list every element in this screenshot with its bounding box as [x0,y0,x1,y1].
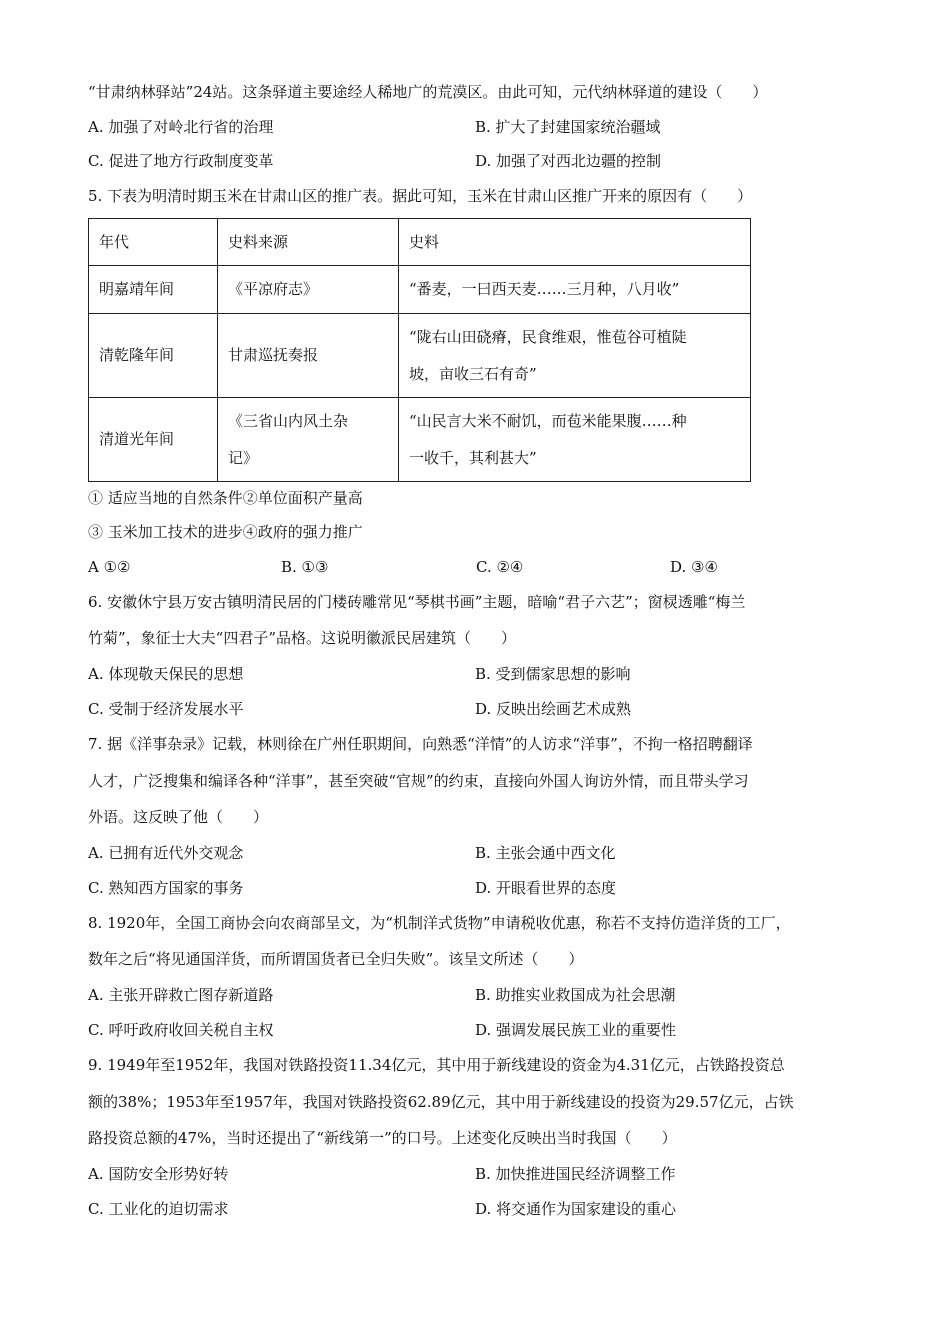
source-line: 甘肃巡抚奏报 [228,346,319,364]
table-cell-text [399,398,751,482]
q7-stem-line-1: 7. 据《洋事杂录》记载，林则徐在广州任职期间，向熟悉“洋情”的人访求“洋事”，不拘一格招聘翻译 [88,735,753,753]
table-row [89,314,751,398]
source-line: 《三省山内风土杂 [228,411,349,430]
table-cell-era: 清道光年间 [89,398,218,482]
q6-stem-line-2: 竹菊”，象征士大夫“四君子”品格。这说明徽派民居建筑（ ） [88,629,517,647]
table-header-era: 年代 [89,219,218,266]
table-row [89,398,751,482]
q6-option-c: C. 受制于经济发展水平 [88,700,244,718]
source-line: 记》 [228,448,259,467]
q5-stem: 5. 下表为明清时期玉米在甘肃山区的推广表。据此可知，玉米在甘肃山区推广开来的原因有（ ） [88,187,753,205]
q5-item-line-1: ① 适应当地的自然条件②单位面积产量高 [88,489,363,507]
q7-stem-line-3: 外语。这反映了他（ ） [88,808,269,826]
q5-option-a: A ①② [88,558,131,576]
q5-item-line-2: ③ 玉米加工技术的进步④政府的强力推广 [88,523,363,541]
text-line: “山民言大米不耐饥，而苞米能果腹……种 [409,411,687,430]
table-cell-era: 明嘉靖年间 [89,266,218,314]
q6-option-a: A. 体现敬天保民的思想 [88,665,244,683]
table-cell-source [218,314,399,398]
q5-option-c: C. ②④ [476,558,524,576]
q4-option-d: D. 加强了对西北边疆的控制 [475,152,662,170]
q4-stem: “甘肃纳林驿站”24站。这条驿道主要途经人稀地广的荒漠区。由此可知，元代纳林驿道的建设（ ） [88,83,768,101]
table-cell-era: 清乾隆年间 [89,314,218,398]
table-header-text: 史料 [399,219,751,266]
table-header-source: 史料来源 [218,219,399,266]
q7-option-a: A. 已拥有近代外交观念 [88,844,244,862]
text-line: 坡，亩收三石有奇” [409,364,537,383]
q9-stem-line-1: 9. 1949年至1952年，我国对铁路投资11.34亿元，其中用于新线建设的资金为4.31亿元，占铁路投资总 [88,1056,785,1074]
q8-option-b: B. 助推实业救国成为社会思潮 [475,986,676,1004]
q7-option-d: D. 开眼看世界的态度 [475,879,617,897]
text-line: 一收千，其利甚大” [409,448,537,467]
table-cell-source [218,398,399,482]
q7-option-c: C. 熟知西方国家的事务 [88,879,244,897]
q9-option-a: A. 国防安全形势好转 [88,1165,229,1183]
table-cell-text [399,266,751,314]
q5-source-table [88,218,751,482]
q6-option-d: D. 反映出绘画艺术成熟 [475,700,632,718]
text-line: “番麦，一曰西天麦……三月种，八月收” [409,280,680,298]
table-cell-source [218,266,399,314]
table-header-row [89,219,751,266]
q7-stem-line-2: 人才，广泛搜集和编译各种“洋事”，甚至突破“官规”的约束，直接向外国人询访外情，而且带头学习 [88,772,749,790]
q7-option-b: B. 主张会通中西文化 [475,844,616,862]
q4-option-b: B. 扩大了封建国家统治疆域 [475,118,661,136]
q6-option-b: B. 受到儒家思想的影响 [475,665,631,683]
text-line: “陇右山田硗瘠，民食维艰，惟苞谷可植陡 [409,327,687,346]
q9-stem-line-3: 路投资总额的47%，当时还提出了“新线第一”的口号。上述变化反映出当时我国（ ） [88,1129,677,1147]
q5-option-d: D. ③④ [670,558,718,576]
q9-stem-line-2: 额的38%；1953年至1957年，我国对铁路投资62.89亿元，其中用于新线建设的投资为29.57亿元，占铁 [88,1093,794,1111]
q8-option-a: A. 主张开辟救亡图存新道路 [88,986,274,1004]
q8-option-c: C. 呼吁政府收回关税自主权 [88,1021,274,1039]
q6-stem-line-1: 6. 安徽休宁县万安古镇明清民居的门楼砖雕常见“琴棋书画”主题，暗喻“君子六艺”；窗棂透雕“梅兰 [88,593,746,611]
q8-stem-line-1: 8. 1920年，全国工商协会向农商部呈文，为“机制洋式货物”申请税收优惠，称若不支持仿造洋货的工厂， [88,914,791,932]
table-row [89,266,751,314]
q5-option-b: B. ①③ [281,558,329,576]
q9-option-d: D. 将交通作为国家建设的重心 [475,1200,677,1218]
q8-option-d: D. 强调发展民族工业的重要性 [475,1021,677,1039]
q4-option-c: C. 促进了地方行政制度变革 [88,152,274,170]
source-line: 《平凉府志》 [228,280,319,298]
q9-option-c: C. 工业化的迫切需求 [88,1200,229,1218]
q8-stem-line-2: 数年之后“将见通国洋货，而所谓国货者已全归失败”。该呈文所述（ ） [88,950,584,968]
table-cell-text [399,314,751,398]
q9-option-b: B. 加快推进国民经济调整工作 [475,1165,676,1183]
q4-option-a: A. 加强了对岭北行省的治理 [88,118,274,136]
